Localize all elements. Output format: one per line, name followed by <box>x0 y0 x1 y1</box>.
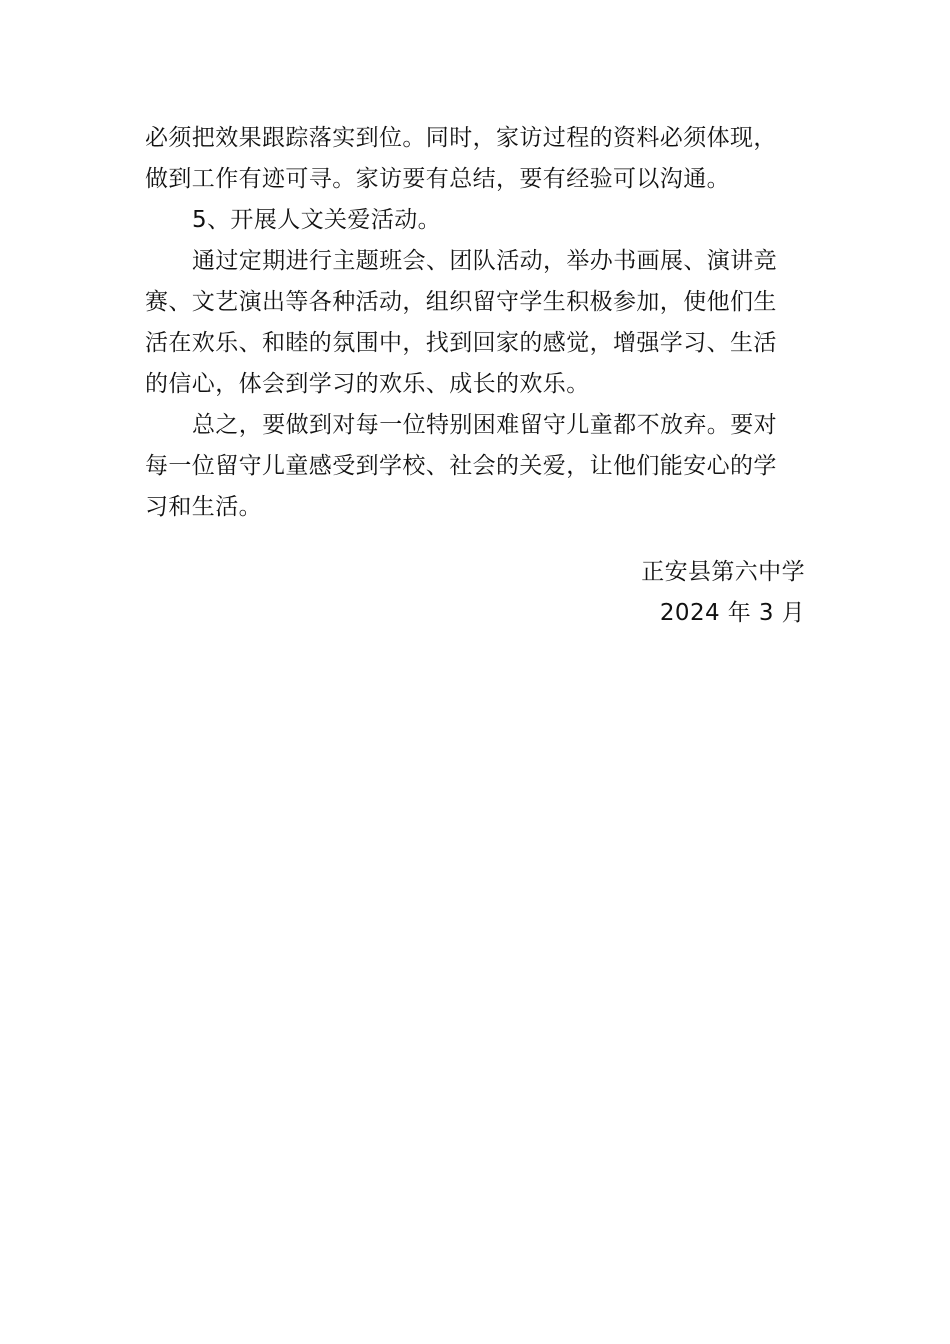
text-line: 做到工作有迹可寻。家访要有总结，要有经验可以沟通。 <box>145 166 730 192</box>
paragraph-activities <box>145 241 795 405</box>
paragraph-conclusion <box>145 405 795 528</box>
text-line: 每一位留守儿童感受到学校、社会的关爱，让他们能安心的学 <box>145 453 777 479</box>
text-line: 赛、文艺演出等各种活动，组织留守学生积极参加，使他们生 <box>145 289 777 315</box>
text-line: 活在欢乐、和睦的氛围中，找到回家的感觉，增强学习、生活 <box>145 330 777 356</box>
section-heading-5 <box>145 200 795 241</box>
signature-organization: 正安县第六中学 <box>641 559 805 585</box>
text-line: 必须把效果跟踪落实到位。同时，家访过程的资料必须体现， <box>145 125 777 151</box>
signature-date: 2024 年 3 月 <box>659 600 805 626</box>
signature-block <box>641 552 805 634</box>
paragraph-home-visit-end <box>145 118 795 200</box>
text-line: 通过定期进行主题班会、团队活动，举办书画展、演讲竞 <box>192 248 777 274</box>
text-line: 习和生活。 <box>145 494 262 520</box>
text-line: 总之，要做到对每一位特别困难留守儿童都不放弃。要对 <box>192 412 777 438</box>
text-line: 5、开展人文关爱活动。 <box>192 207 442 233</box>
text-line: 的信心，体会到学习的欢乐、成长的欢乐。 <box>145 371 590 397</box>
document-body <box>145 118 795 528</box>
